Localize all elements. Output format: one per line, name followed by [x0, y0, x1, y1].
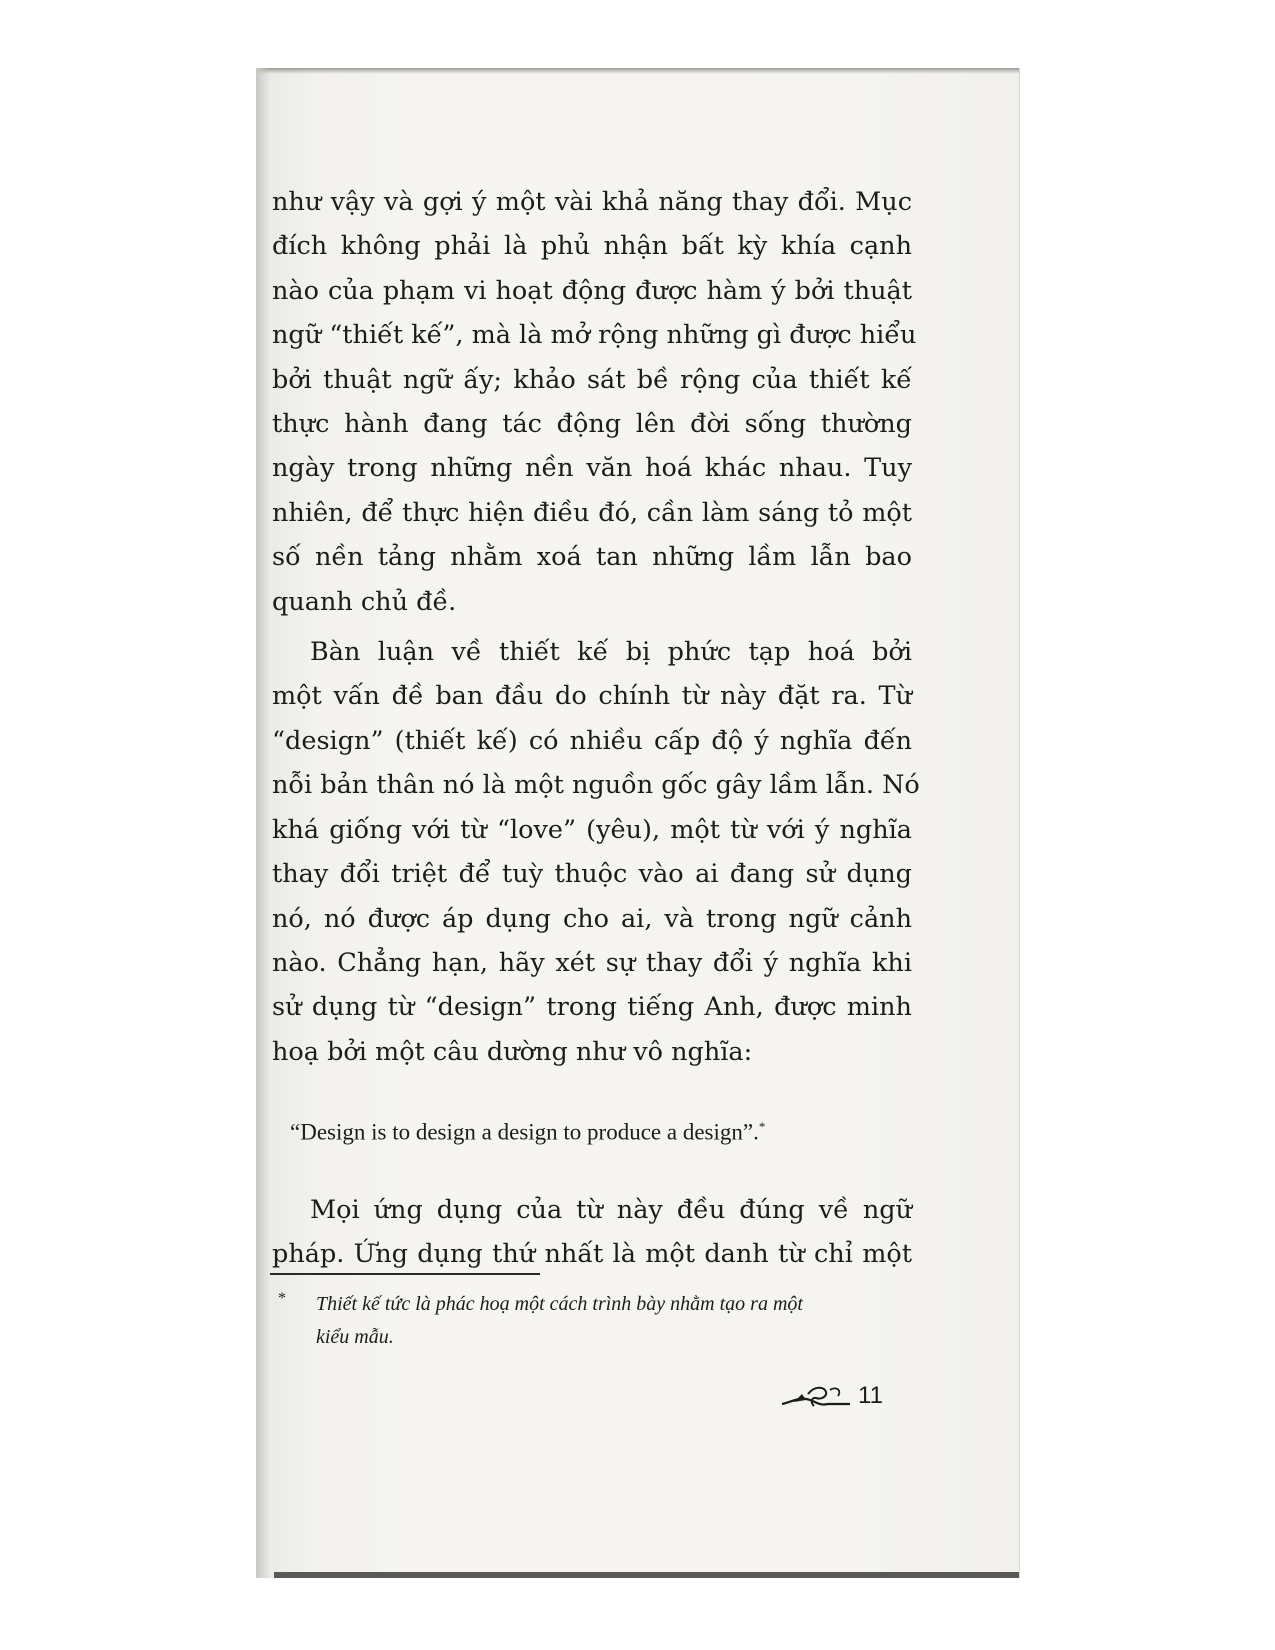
text-line: số nền tảng nhằm xoá tan những lầm lẫn bao: [272, 542, 912, 573]
text-line: thực hành đang tác động lên đời sống thường: [272, 409, 912, 440]
quote-text: “Design is to design a design to produce a design”.: [290, 1119, 759, 1145]
text-line: nhiên, để thực hiện điều đó, cần làm sáng tỏ một: [272, 497, 912, 528]
text-line: sử dụng từ “design” trong tiếng Anh, được minh: [272, 992, 912, 1023]
text-line: ngữ “thiết kế”, mà là mở rộng những gì được hiểu: [272, 320, 917, 351]
page-bottom-edge: [274, 1572, 1019, 1578]
paragraph-2: [272, 630, 920, 1074]
text-line: khá giống với từ “love” (yêu), một từ với ý nghĩa: [272, 814, 912, 845]
text-line: Mọi ứng dụng của từ này đều đúng về ngữ: [310, 1194, 912, 1225]
text-line: hoạ bởi một câu dường như vô nghĩa:: [272, 1036, 753, 1067]
footnote-reference: *: [758, 1119, 766, 1135]
text-line: thay đổi triệt để tuỳ thuộc vào ai đang sử dụng: [272, 859, 912, 890]
text-line: nào. Chẳng hạn, hãy xét sự thay đổi ý nghĩa khi: [272, 947, 912, 978]
text-line: bởi thuật ngữ ấy; khảo sát bề rộng của thiết kế: [272, 364, 912, 395]
text-line: như vậy và gợi ý một vài khả năng thay đổi. Mục: [272, 187, 912, 217]
footnote: [278, 1288, 878, 1354]
body-text: [272, 180, 920, 1277]
text-line: Bàn luận về thiết kế bị phức tạp hoá bởi: [310, 637, 912, 668]
footnote-line: Thiết kế tức là phác hoạ một cách trình bày nhằm tạo ra một: [316, 1293, 803, 1315]
decorative-ornament-icon: [780, 1382, 852, 1412]
text-line: đích không phải là phủ nhận bất kỳ khía cạnh: [272, 231, 912, 262]
paragraph-3: [272, 1188, 912, 1277]
text-line: pháp. Ứng dụng thứ nhất là một danh từ chỉ một: [272, 1239, 912, 1270]
footnote-marker: *: [278, 1290, 286, 1307]
page-gutter-shadow: [256, 68, 270, 1578]
text-line: ngày trong những nền văn hoá khác nhau. Tuy: [272, 453, 912, 484]
paragraph-1: [272, 180, 917, 624]
footnote-divider: [270, 1273, 540, 1275]
text-line: một vấn đề ban đầu do chính từ này đặt ra. Từ: [272, 681, 912, 712]
block-quote: [272, 1112, 912, 1148]
text-line: nó, nó được áp dụng cho ai, và trong ngữ cảnh: [272, 903, 912, 934]
text-line: nào của phạm vi hoạt động được hàm ý bởi thuật: [272, 275, 912, 306]
text-line: quanh chủ đề.: [272, 586, 457, 617]
text-line: nỗi bản thân nó là một nguồn gốc gây lầm lẫn. Nó: [272, 770, 920, 801]
page-footer: [780, 1380, 890, 1416]
page-top-shadow: [256, 68, 1019, 74]
text-line: “design” (thiết kế) có nhiều cấp độ ý nghĩa đến: [272, 725, 912, 756]
page-number: 11: [858, 1382, 883, 1409]
footnote-line: kiểu mẫu.: [316, 1326, 394, 1348]
